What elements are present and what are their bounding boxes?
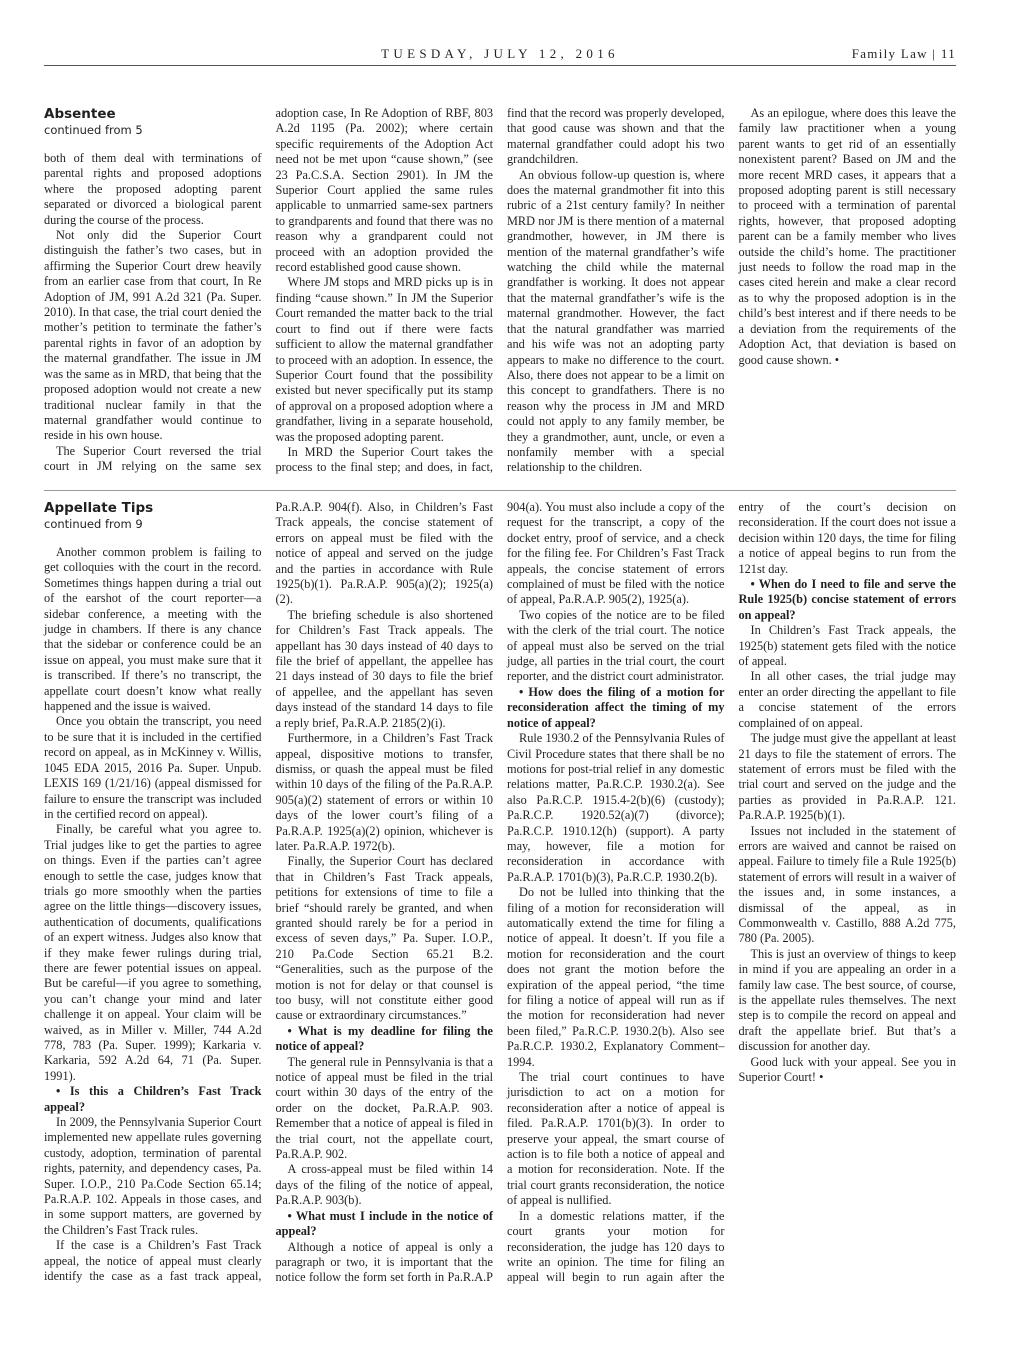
question-heading: • How does the filing of a motion for reconsideration affect the timing of my notice of appeal? — [507, 684, 725, 730]
article-paragraph: If the case is a Children’s Fast Track appeal, the notice of appeal must clearly identify the case as a fast track appeal, Pa.R.A.P. 904(f). Also, in Children’s Fast Track appeals, the concise statement of errors on appeal must be filed with the notice of appeal and served on the judge and the parties in accordance with Rule 1925(b)(1). Pa.R.A.P. 905(a)(2); 1925(a)(2). — [44, 500, 493, 1284]
article-paragraph: Finally, the Superior Court has declared that in Children’s Fast Track appeals, petitions for extensions of time to file a brief “should rarely be granted, and when granted should rarely be for a period in excess of seven days,” Pa. Super. I.O.P., 210 Pa.Code Section 65.21 B.2. “Generalities, such as the purpose of the motion is not for delay or that counsel is too busy, will not constitute either good cause or extraordinary circumstances.” — [275, 854, 493, 1023]
article-paragraph: The general rule in Pennsylvania is that a notice of appeal must be filed in the trial court within 30 days of the entry of the order on the docket, Pa.R.A.P. 903. Remember that a notice of appeal is filed in the trial court, not the appellate court, Pa.R.A.P. 902. — [275, 1054, 493, 1162]
article-paragraph: Not only did the Superior Court distinguish the father’s two cases, but in affirming the Superior Court drew heavily from an earlier case from that court, In Re Adoption of JM, 991 A.2d 321 (Pa. Super. 2010). In that case, the trial court denied the mother’s petition to terminate the father’s parental rights in favor of an adoption by the maternal grandfather. The issue in JM was the same as in MRD, that being that the proposed adoption would not create a new traditional nuclear family in that the maternal grandfather would continue to reside in his own house. — [44, 228, 262, 443]
article-paragraph: both of them deal with terminations of parental rights and proposed adoptions where the proposed adopting parent separated or divorced a biological parent during the course of the process. — [44, 151, 262, 227]
article-paragraph: The trial court continues to have jurisdiction to act on a motion for reconsideration after a notice of appeal is filed. Pa.R.A.P. 1701(b)(3). In order to preserve your appeal, the smart course of action is to file both a notice of appeal and a motion for reconsideration. Note. If the trial court grants reconsideration, the notice of appeal is nullified. — [507, 1070, 725, 1208]
article-paragraph: Furthermore, in a Children’s Fast Track appeal, dispositive motions to transfer, dismiss, or quash the appeal must be filed within 10 days of the filing of the Pa.R.A.P. 905(a)(2) statement of errors or within 10 days of the lower court’s filing of a Pa.R.A.P. 1925(a)(2) opinion, whichever is later. Pa.R.A.P. 1972(b). — [275, 731, 493, 853]
article-columns — [44, 500, 956, 1290]
article-appellate-tips — [44, 500, 956, 1290]
article-paragraph: Where JM stops and MRD picks up is in finding “cause shown.” In JM the Superior Court remanded the matter back to the trial court to find out if there were facts sufficient to allow the maternal grandfather to proceed with an adoption. In essence, the Superior Court found that the possibility existed but never specifically put its stamp of approval on a proposed adoption where a grandfather, living in a separate household, was the proposed adopting parent. — [275, 275, 493, 444]
article-paragraph: Rule 1930.2 of the Pennsylvania Rules of Civil Procedure states that there shall be no motions for post-trial relief in any domestic relations matter, Pa.R.C.P. 1930.2(a). See also Pa.R.C.P. 1915.4-2(b)(6) (custody); Pa.R.C.P. 1920.52(a)(7) (divorce); Pa.R.C.P. 1910.12(h) (support). A party may, however, file a motion for reconsideration in accordance with Pa.R.A.P. 1701(b)(3), Pa.R.C.P. 1930.2(b). — [507, 731, 725, 884]
article-paragraph: A cross-appeal must be filed within 14 days of the filing of the notice of appeal, Pa.R.A.P. 903(b). — [275, 1162, 493, 1208]
article-paragraph: Issues not included in the statement of errors are waived and cannot be raised on appeal. Failure to timely file a Rule 1925(b) statement of errors will result in a waiver of the issues and, in some instances, a dismissal of the appeal, as in Commonwealth v. Castillo, 888 A.2d 775, 780 (Pa. 2005). — [738, 823, 956, 946]
article-absentee — [44, 106, 956, 478]
issue-date: TUESDAY, JULY 12, 2016 — [381, 46, 619, 61]
article-paragraph: An obvious follow-up question is, where does the maternal grandmother fit into this rubric of a 21st century family? In neither MRD nor JM is there mention of a maternal grandmother, however, in JM there is mention of the maternal grandfather’s wife watching the child while the maternal grandfather is working. It does not appear that the maternal grandfather’s wife is the maternal grandmother. However, the fact that the natural grandfather was married and his wife was not an adopting party appears to make no difference to the court. Also, there does not appear to be a limit on this concept to grandfathers. There is no reason why the process in JM and MRD could not apply to any family member, be they a grandmother, aunt, uncle, or even a nonfamily member with a special relationship to the children. — [507, 167, 725, 475]
article-paragraph: The judge must give the appellant at least 21 days to file the statement of errors. The statement of errors must be filed with the trial court and served on the judge and the parties as provided in Pa.R.A.P. 121. Pa.R.A.P. 1925(b)(1). — [738, 731, 956, 823]
continued-from: continued from 9 — [44, 517, 143, 531]
article-paragraph: In Children’s Fast Track appeals, the 1925(b) statement gets filed with the notice of appeal. — [738, 623, 956, 669]
article-paragraph: In MRD the Superior Court takes the process to the final step; and does, in fact, find that the record was properly developed, that good cause was shown and that the maternal grandfather could adopt his two grandchildren. — [275, 106, 725, 475]
article-kicker — [44, 500, 262, 532]
running-header — [44, 44, 956, 64]
article-paragraph: In a domestic relations matter, if the court grants your motion for reconsideration, the judge has 120 days to write an opinion. The time for filing an appeal will begin to run again after the entry of the court’s decision on reconsideration. If the court does not issue a decision within 120 days, the time for filing a notice of appeal begins to run from the 121st day. — [507, 500, 956, 1285]
article-paragraph: In all other cases, the trial judge may enter an order directing the appellant to file a concise statement of the errors complained of on appeal. — [738, 669, 956, 730]
article-columns — [44, 106, 956, 478]
article-paragraph: Good luck with your appeal. See you in Superior Court! • — [738, 1054, 956, 1085]
question-heading: • What is my deadline for filing the notice of appeal? — [275, 1023, 493, 1054]
continued-from: continued from 5 — [44, 123, 143, 137]
article-paragraph: Two copies of the notice are to be filed with the clerk of the trial court. The notice of appeal must also be served on the trial judge, all parties in the trial court, the court reporter, and the district court administrator. — [507, 607, 725, 684]
article-paragraph: Once you obtain the transcript, you need to be sure that it is included in the certified record on appeal, as in McKinney v. Willis, 1045 EDA 2015, 2016 Pa. Super. Unpub. LEXIS 169 (1/21/16) (appeal dismissed for failure to ensure the transcript was included in the certified record on appeal). — [44, 714, 262, 821]
article-paragraph: Although a notice of appeal is only a paragraph or two, it is important that the notice follow the form set forth in Pa.R.A.P 904(a). You must also include a copy of the request for the transcript, a copy of the docket entry, proof of service, and a check for the filing fee. For Children’s Fast Track appeals, the concise statement of errors complained of must be filed with the notice of appeal, Pa.R.A.P. 905(2), 1925(a). — [275, 500, 725, 1285]
article-paragraph: In 2009, the Pennsylvania Superior Court implemented new appellate rules governing custody, adoption, termination of parental rights, paternity, and dependency cases, Pa. Super. I.O.P., 210 Pa.Code Section 65.14; Pa.R.A.P. 102. Appeals in those cases, and in some support matters, are governed by the Children’s Fast Track rules. — [44, 1115, 262, 1237]
article-divider — [44, 490, 956, 491]
article-paragraph: Do not be lulled into thinking that the filing of a motion for reconsideration will automatically extend the time for filing a notice of appeal. It doesn’t. If you file a motion for reconsideration and the court does not grant the motion before the expiration of the appeal period, “the time for filing a notice of appeal will run as if the motion for reconsideration had never been filed,” Pa.R.C.P. 1930.2(b). Also see Pa.R.C.P. 1930.2, Explanatory Comment–1994. — [507, 885, 725, 1069]
header-rule — [44, 65, 956, 66]
article-kicker — [44, 106, 262, 138]
section-page-label: Family Law | 11 — [851, 46, 956, 61]
question-heading: • When do I need to file and serve the Rule 1925(b) concise statement of errors on appeal? — [738, 577, 956, 622]
article-paragraph: Another common problem is failing to get colloquies with the court in the record. Sometimes things happen during a trial out of the earshot of the court reporter—a sidebar conference, a meeting with the judge in chambers. If there is any chance that the sidebar or conference could be an issue on appeal, you must make sure that it is transcribed. If there’s no transcript, the appellate court doesn’t know what really happened and the issue is waived. — [44, 545, 262, 714]
question-heading: • What must I include in the notice of appeal? — [275, 1208, 493, 1239]
article-paragraph: As an epilogue, where does this leave the family law practitioner when a young parent wants to get rid of an essentially nonexistent parent? Based on JM and the more recent MRD cases, it appears that a proposed adopting parent is still necessary to proceed with a termination of parental rights, however, that proposed adopting parent can be a family member who lives outside the child’s home. The practitioner just needs to follow the road map in the cases cited herein and make a clear record as to why the proposed adoption is in the child’s best interest and if there needs to be a deviation from the requirements of the Adoption Act, that deviation is based on good cause shown. • — [738, 106, 956, 367]
article-paragraph: This is just an overview of things to keep in mind if you are appealing an order in a family law case. The best source, of course, is the appellate rules themselves. The next step is to compile the record on appeal and draft the appellate brief. But that’s a discussion for another day. — [738, 946, 956, 1054]
article-paragraph: Finally, be careful what you agree to. Trial judges like to get the parties to agree on things. Even if the parties can’t agree enough to settle the case, judges know that trials go more smoothly when the parties agree on the little things—discovery issues, authentication of documents, qualifications of an expert witness. Judges also know that if they make fewer rulings during trial, there are fewer potential issues on appeal. But be careful—if you agree to something, you can’t change your mind and later challenge it on appeal. Your claim will be waived, as in Miller v. Miller, 744 A.2d 778, 783 (Pa. Super. 1999); Karkaria v. Karkaria, 592 A.2d 64, 71 (Pa. Super. 1991). — [44, 822, 262, 1083]
article-title: Appellate Tips — [44, 500, 154, 516]
article-paragraph: The Superior Court reversed the trial court in JM relying on the same sex adoption case, In Re Adoption of RBF, 803 A.2d 1195 (Pa. 2002); where certain specific requirements of the Adoption Act need not be met upon “cause shown,” (see 23 Pa.C.S.A. Section 2901). In JM the Superior Court applied the same rules applicable to unmarried same-sex partners to grandparents and found that there was no reason why a grandparent could not proceed with an adoption provided the record established good cause shown. — [44, 106, 493, 474]
article-title: Absentee — [44, 106, 116, 122]
question-heading: • Is this a Children’s Fast Track appeal? — [44, 1084, 262, 1114]
article-paragraph: The briefing schedule is also shortened for Children’s Fast Track appeals. The appellant has 30 days instead of 40 days to file the brief of appellant, the appellee has 21 days instead of 30 days to file the brief of appellee, and the appellant has seven days instead of the standard 14 days to file a reply brief, Pa.R.A.P. 2185(2)(i). — [275, 607, 493, 730]
